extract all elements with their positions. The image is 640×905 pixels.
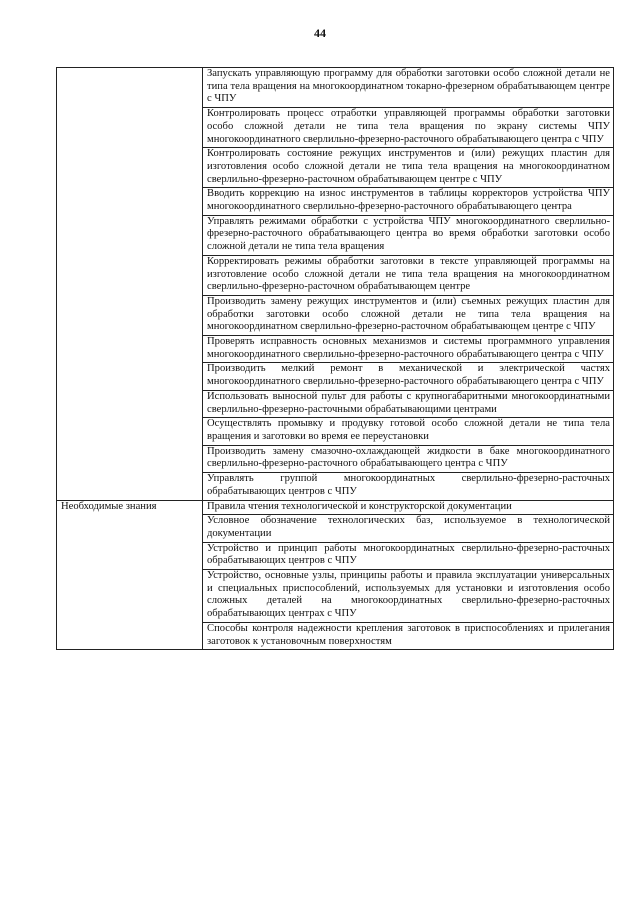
table-cell: Управлять режимами обработки с устройства ЧПУ многокоординатного сверлильно-фрезерно-расточного обрабатывающего центра во время обработки заготовки особо сложной детали не типа тела вращения <box>203 215 614 255</box>
requirements-table <box>56 67 614 650</box>
section-label-skills <box>57 68 203 501</box>
table-row <box>57 500 614 515</box>
table-cell: Устройство, основные узлы, принципы работы и правила эксплуатации универсальных и специальных приспособлений, используемых для установки и изготовления особо сложных деталей на многокоординатных сверлильно-фрезерно-расточных обрабатывающих центрах с ЧПУ <box>203 570 614 623</box>
table-cell: Правила чтения технологической и конструкторской документации <box>203 500 614 515</box>
page-number: 44 <box>314 26 326 40</box>
table-cell: Вводить коррекцию на износ инструментов в таблицы корректоров устройства ЧПУ многокоординатного сверлильно-фрезерно-расточного обрабатывающего центра <box>203 188 614 215</box>
table-cell: Осуществлять промывку и продувку готовой особо сложной детали не типа тела вращения и заготовки во время ее переустановки <box>203 418 614 445</box>
table-cell: Контролировать процесс отработки управляющей программы обработки заготовки особо сложной детали не типа тела вращения по экрану системы ЧПУ многокоординатного сверлильно-фрезерно-расточного обрабатывающего центра с ЧПУ <box>203 108 614 148</box>
table-cell: Запускать управляющую программу для обработки заготовки особо сложной детали не типа тела вращения на многокоординатном токарно-фрезерном обрабатывающем центре с ЧПУ <box>203 68 614 108</box>
section-label-knowledge: Необходимые знания <box>57 500 203 650</box>
table-cell: Производить замену смазочно-охлаждающей жидкости в баке многокоординатного сверлильно-фрезерно-расточного обрабатывающего центра с ЧПУ <box>203 445 614 472</box>
table-cell: Управлять группой многокоординатных сверлильно-фрезерно-расточных обрабатывающих центров с ЧПУ <box>203 473 614 500</box>
table-cell: Корректировать режимы обработки заготовки в тексте управляющей программы на изготовление особо сложной детали не типа тела вращения на многокоординатном сверлильно-фрезерно-расточном обрабатывающем центре <box>203 255 614 295</box>
table-cell: Производить мелкий ремонт в механической и электрической частях многокоординатного сверлильно-фрезерно-расточного обрабатывающего центра с ЧПУ <box>203 363 614 390</box>
table-cell: Условное обозначение технологических баз, используемое в технологической документации <box>203 515 614 542</box>
table-cell: Использовать выносной пульт для работы с крупногабаритными многокоординатными сверлильно-фрезерно-расточными обрабатывающими центрами <box>203 390 614 417</box>
table-cell: Контролировать состояние режущих инструментов и (или) режущих пластин для изготовления особо сложной детали не типа тела вращения на многокоординатном сверлильно-фрезерно-расточном обрабатывающем центре с ЧПУ <box>203 148 614 188</box>
table-cell: Проверять исправность основных механизмов и системы программного управления многокоординатного сверлильно-фрезерно-расточного обрабатывающего центра с ЧПУ <box>203 336 614 363</box>
table-row <box>57 68 614 108</box>
table-cell: Способы контроля надежности крепления заготовок в приспособлениях и прилегания заготовок к установочным поверхностям <box>203 622 614 649</box>
table-cell: Производить замену режущих инструментов и (или) съемных режущих пластин для обработки заготовки особо сложной детали не типа тела вращения на многокоординатном сверлильно-фрезерно-расточном обрабатывающем центре с ЧПУ <box>203 295 614 335</box>
table-cell: Устройство и принцип работы многокоординатных сверлильно-фрезерно-расточных обрабатывающих центров с ЧПУ <box>203 542 614 569</box>
